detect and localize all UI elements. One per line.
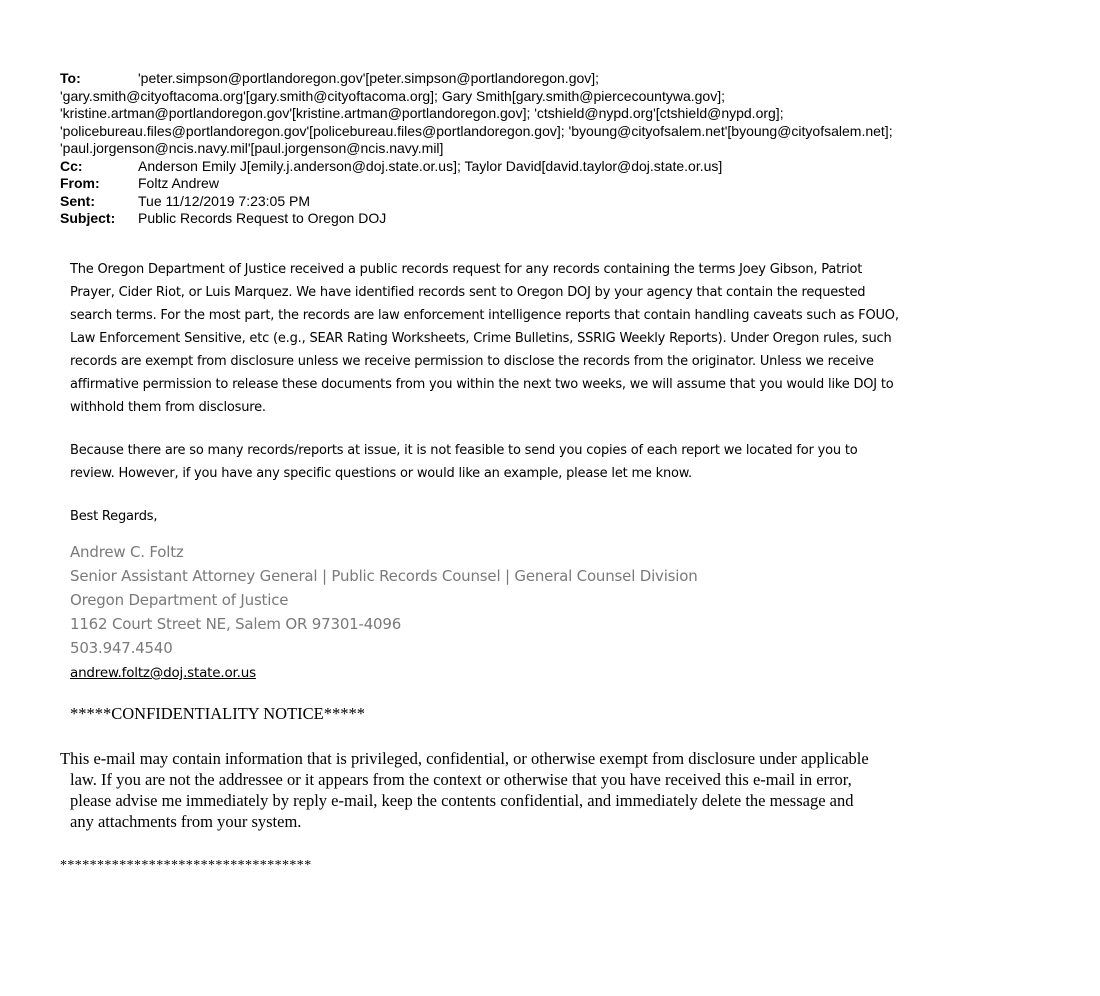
body-line: affirmative permission to release these documents from you within the next two weeks, we will assume that you would like DOJ to bbox=[70, 377, 894, 392]
signature-name: Andrew C. Foltz bbox=[70, 543, 184, 561]
sent-label: Sent: bbox=[60, 192, 95, 209]
subject-label: Subject: bbox=[60, 210, 116, 226]
confidentiality-stars: ********************************** bbox=[60, 858, 312, 873]
from-value: Foltz Andrew bbox=[138, 175, 219, 191]
body-line: Law Enforcement Sensitive, etc (e.g., SEAR Rating Worksheets, Crime Bulletins, SSRIG Weekly Reports). Under Oregon rules, such bbox=[70, 331, 892, 346]
body-line: The Oregon Department of Justice received a public records request for any records containing the terms Joey Gibson, Patriot bbox=[70, 262, 863, 277]
confidentiality-title: *****CONFIDENTIALITY NOTICE***** bbox=[70, 704, 365, 723]
body-line: records are exempt from disclosure unless we receive permission to disclose the records from the originator. Unless we receive bbox=[70, 354, 874, 369]
signature-block bbox=[70, 540, 698, 685]
signature-phone: 503.947.4540 bbox=[70, 639, 173, 657]
subject-row bbox=[60, 210, 1080, 228]
signature-title: Senior Assistant Attorney General | Public Records Counsel | General Counsel Division bbox=[70, 567, 698, 585]
signature-org: Oregon Department of Justice bbox=[70, 591, 289, 609]
confidentiality-notice bbox=[60, 748, 1070, 832]
signature-email-link[interactable]: andrew.foltz@doj.state.or.us bbox=[70, 665, 256, 681]
signature-address: 1162 Court Street NE, Salem OR 97301-4096 bbox=[70, 615, 402, 633]
body-line: search terms. For the most part, the records are law enforcement intelligence reports that contain handling caveats such as FOUO, bbox=[70, 308, 899, 323]
sent-value: Tue 11/12/2019 7:23:05 PM bbox=[138, 192, 311, 209]
closing-regards: Best Regards, bbox=[70, 509, 158, 524]
cc-row bbox=[60, 158, 1080, 176]
to-value-line-1: 'peter.simpson@portlandoregon.gov'[peter.simpson@portlandoregon.gov]; bbox=[138, 70, 600, 86]
to-row bbox=[60, 70, 1080, 88]
cc-label: Cc: bbox=[60, 157, 83, 174]
cc-value: Anderson Emily J[emily.j.anderson@doj.state.or.us]; Taylor David[david.taylor@doj.state.or.us] bbox=[138, 157, 723, 174]
to-value-line-4: 'policebureau.files@portlandoregon.gov'[policebureau.files@portlandoregon.gov]; 'byoung@cityofsalem.net'[byoung@cityofsalem.net]; bbox=[60, 122, 893, 139]
to-value-line-3: 'kristine.artman@portlandoregon.gov'[kristine.artman@portlandoregon.gov]; 'ctshield@nypd.org'[ctshield@nypd.org]; bbox=[60, 105, 784, 121]
body-line: Prayer, Cider Riot, or Luis Marquez. We have identified records sent to Oregon DOJ by your agency that contain the requested bbox=[70, 285, 866, 300]
body-line: review. However, if you have any specific questions or would like an example, please let me know. bbox=[70, 466, 692, 481]
to-value-line-2: 'gary.smith@cityoftacoma.org'[gary.smith@cityoftacoma.org]; Gary Smith[gary.smith@piercecountywa.gov]; bbox=[60, 87, 725, 104]
confidentiality-line: This e-mail may contain information that is privileged, confidential, or otherwise exempt from disclosure under applicable bbox=[60, 749, 869, 768]
to-label: To: bbox=[60, 70, 81, 86]
to-value-line-5: 'paul.jorgenson@ncis.navy.mil'[paul.jorgenson@ncis.navy.mil] bbox=[60, 140, 444, 156]
body-paragraph-2 bbox=[70, 439, 1060, 485]
body-line: withhold them from disclosure. bbox=[70, 400, 266, 415]
confidentiality-line: law. If you are not the addressee or it appears from the context or otherwise that you have received this e-mail in error, bbox=[70, 770, 852, 789]
confidentiality-line: any attachments from your system. bbox=[70, 812, 302, 831]
email-header bbox=[60, 70, 1080, 228]
subject-value: Public Records Request to Oregon DOJ bbox=[138, 210, 387, 226]
from-row bbox=[60, 175, 1080, 193]
body-paragraph-1 bbox=[70, 258, 1060, 419]
email-body bbox=[70, 258, 1060, 528]
confidentiality-line: please advise me immediately by reply e-mail, keep the contents confidential, and immediately delete the message and bbox=[70, 791, 854, 810]
from-label: From: bbox=[60, 175, 100, 191]
body-line: Because there are so many records/reports at issue, it is not feasible to send you copies of each report we located for you to bbox=[70, 443, 858, 458]
sent-row bbox=[60, 193, 1080, 211]
